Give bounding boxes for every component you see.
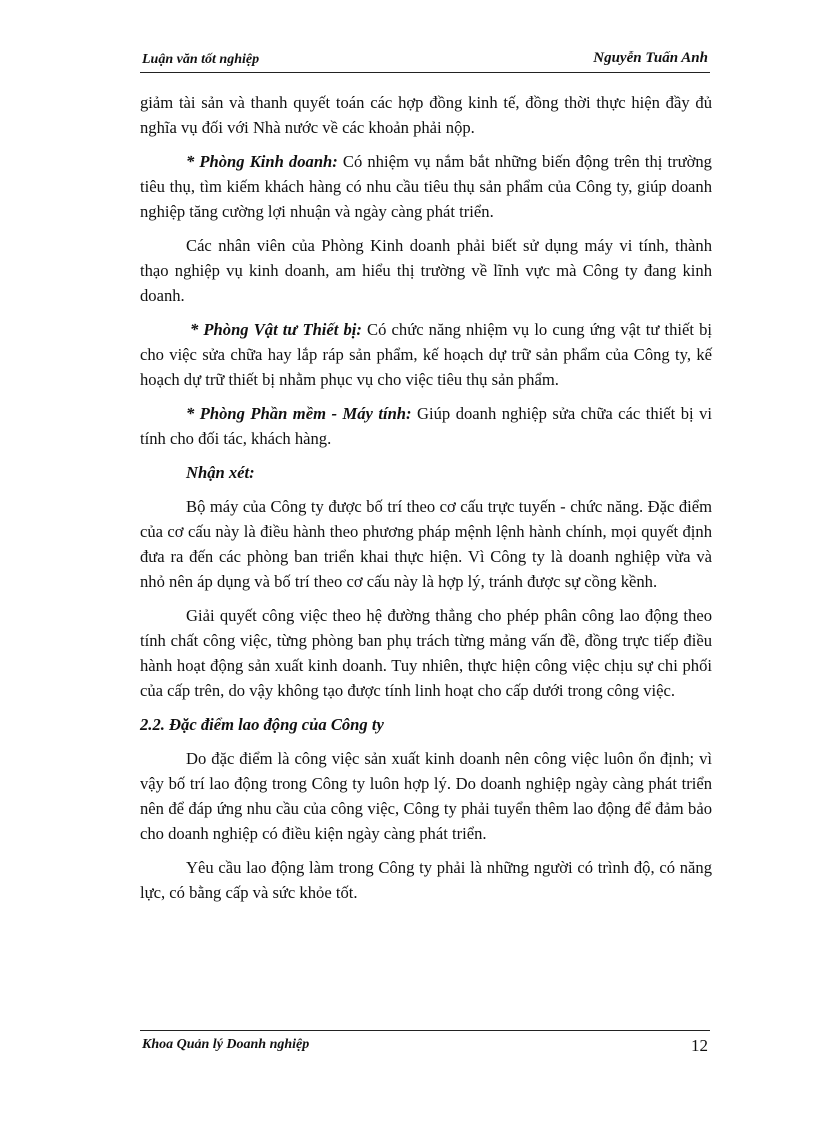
paragraph-phong-kinh-doanh xyxy=(140,149,712,224)
text-phong-phan-mem: Giúp doanh nghiệp sửa chữa các thiết bị vi tính cho đối tác, khách hàng. xyxy=(140,404,712,448)
heading-phong-vat-tu: * Phòng Vật tư Thiết bị: xyxy=(190,320,362,339)
paragraph-1: giảm tài sản và thanh quyết toán các hợp đồng kinh tế, đồng thời thực hiện đầy đủ nghĩa vụ đối với Nhà nước về các khoản phải nộp. xyxy=(140,93,712,137)
heading-phong-kinh-doanh: * Phòng Kinh doanh: xyxy=(186,152,338,171)
text-phong-kinh-doanh: Có nhiệm vụ nắm bắt những biến động trên thị trường tiêu thụ, tìm kiếm khách hàng có nhu cầu tiêu thụ sản phẩm của Công ty, giúp doanh nghiệp tăng cường lợi nhuận và ngày càng phát triển. xyxy=(140,152,712,221)
paragraph-3: Các nhân viên của Phòng Kinh doanh phải biết sử dụng máy vi tính, thành thạo nghiệp vụ kinh doanh, am hiểu thị trường về lĩnh vực mà Công ty đang kinh doanh. xyxy=(140,236,712,305)
text-phong-vat-tu: Có chức năng nhiệm vụ lo cung ứng vật tư thiết bị cho việc sửa chữa hay lắp ráp sản phẩm, kế hoạch dự trữ sản phẩm của Công ty, kế hoạch dự trữ thiết bị nhằm phục vụ cho việc tiêu thụ sản phẩm. xyxy=(140,320,712,389)
paragraph-phong-vat-tu xyxy=(140,317,712,392)
paragraph-10: Yêu cầu lao động làm trong Công ty phải là những người có trình độ, có năng lực, có bằng cấp và sức khỏe tốt. xyxy=(140,858,712,902)
footer-faculty: Khoa Quản lý Doanh nghiệp xyxy=(142,1037,310,1052)
page-body xyxy=(140,90,712,914)
heading-nhan-xet: Nhận xét: xyxy=(186,463,255,482)
heading-phong-phan-mem: * Phòng Phần mềm - Máy tính: xyxy=(186,404,412,423)
header-thesis-title: Luận văn tốt nghiệp xyxy=(142,52,260,67)
page-number: 12 xyxy=(691,1036,708,1055)
header-author-name: Nguyễn Tuấn Anh xyxy=(593,50,708,66)
section-heading-2-2: 2.2. Đặc điểm lao động của Công ty xyxy=(140,715,384,734)
paragraph-7: Bộ máy của Công ty được bố trí theo cơ cấu trực tuyến - chức năng. Đặc điểm của cơ cấu này là điều hành theo phương pháp mệnh lệnh hành chính, mọi quyết định đưa ra đến các phòng ban triển khai thực hiện. Vì Công ty là doanh nghiệp vừa và nhỏ nên áp dụng và bố trí theo cơ cấu này là hợp lý, tránh được sự cồng kềnh. xyxy=(140,497,712,591)
page-footer xyxy=(140,1030,710,1055)
paragraph-9: Do đặc điểm là công việc sản xuất kinh doanh nên công việc luôn ổn định; vì vậy bố trí lao động trong Công ty luôn hợp lý. Do doanh nghiệp ngày càng phát triển nên để đáp ứng nhu cầu của công việc, Công ty phải tuyển thêm lao động để đảm bảo cho doanh nghiệp có điều kiện ngày càng phát triển. xyxy=(140,749,712,843)
page-header xyxy=(140,48,710,73)
paragraph-phong-phan-mem xyxy=(140,401,712,451)
paragraph-nhan-xet xyxy=(140,460,712,485)
paragraph-8: Giải quyết công việc theo hệ đường thẳng cho phép phân công lao động theo tính chất công việc, từng phòng ban phụ trách từng mảng vấn đề, đồng trực tiếp điều hành hoạt động sản xuất kinh doanh. Tuy nhiên, thực hiện công việc chịu sự chi phối của cấp trên, do vậy không tạo được tính linh hoạt cho cấp dưới trong công việc. xyxy=(140,606,712,700)
